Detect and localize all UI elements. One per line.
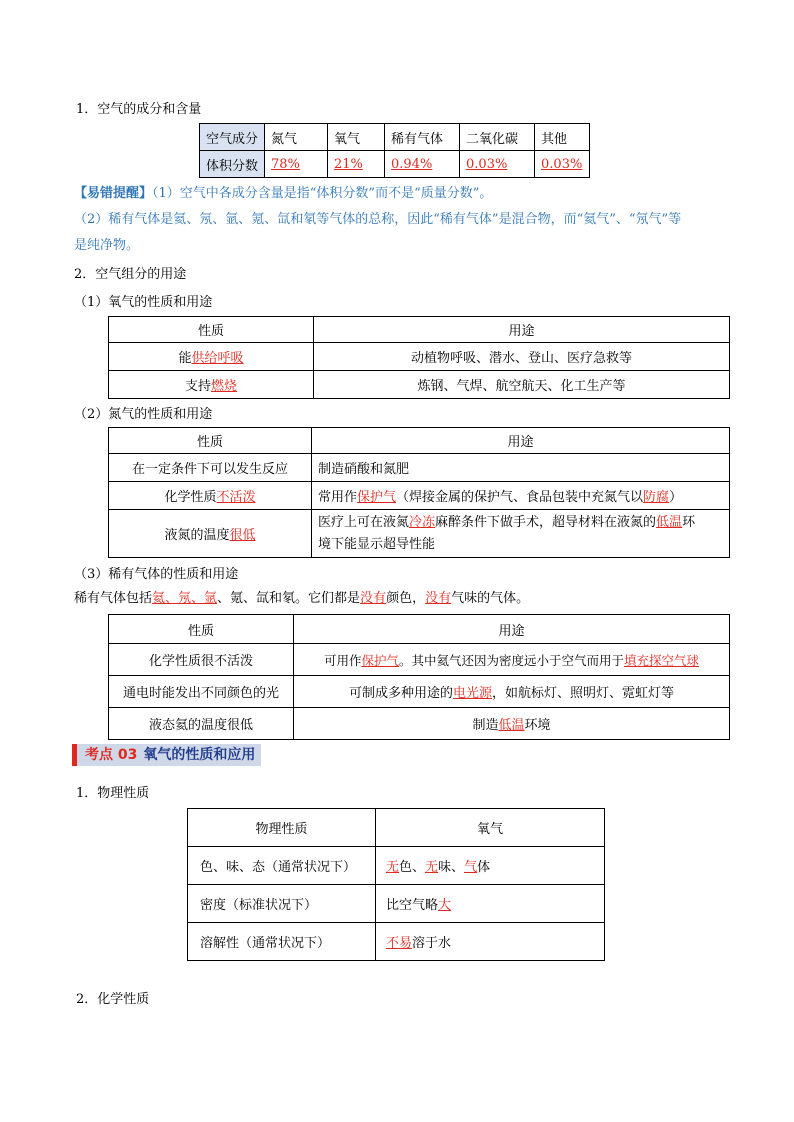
oxygen-subheading: （1）氧气的性质和用途 xyxy=(74,295,213,310)
answer-text: 防腐 xyxy=(643,490,670,505)
answer-text: 0.03% xyxy=(466,156,508,172)
table-cell: 色、味、态（通常状况下） xyxy=(188,847,376,885)
nitrogen-subheading: （2）氮气的性质和用途 xyxy=(74,407,213,422)
table-cell: 医疗上可在液氮冷冻麻醉条件下做手术，超导材料在液氮的低温环 境下能显示超导性能 xyxy=(312,510,730,558)
answer-text: 供给呼吸 xyxy=(191,351,244,366)
answer-text: 21% xyxy=(334,156,363,172)
answer-text: 保护气 xyxy=(361,652,399,668)
answer-text: 气 xyxy=(464,860,478,875)
physical-properties-heading: 1．物理性质 xyxy=(76,786,150,801)
rare-gas-subheading: （3）稀有气体的性质和用途 xyxy=(74,567,239,582)
answer-text: 0.03% xyxy=(541,156,583,172)
table-cell: 不易溶于水 xyxy=(376,923,605,961)
rare-gas-intro: 稀有气体包括氦、氖、氩、氪、氙和氡。它们都是没有颜色，没有气味的气体。 xyxy=(74,591,530,606)
table-cell: 常用作保护气（焊接金属的保护气、食品包装中充氮气以防腐） xyxy=(312,482,730,510)
answer-text: 不易 xyxy=(386,936,413,951)
table-cell: 液态氦的温度很低 xyxy=(109,708,294,740)
answer-text: 填充探空气球 xyxy=(624,652,700,668)
tip-line-3: 是纯净物。 xyxy=(74,238,140,253)
oxygen-uses-table xyxy=(108,316,730,399)
topic-badge-number: 考点 03 xyxy=(85,747,138,763)
table-header: 性质 xyxy=(109,317,314,343)
table-cell xyxy=(328,151,385,178)
table-cell: 稀有气体 xyxy=(385,124,460,151)
table-cell: 体积分数 xyxy=(200,151,265,178)
answer-text: 冷冻 xyxy=(409,514,436,530)
answer-text: 78% xyxy=(271,156,300,172)
table-header: 性质 xyxy=(109,428,312,454)
table-cell: 比空气略大 xyxy=(376,885,605,923)
table-cell: 在一定条件下可以发生反应 xyxy=(109,454,312,482)
answer-text: 氦、氖、氩 xyxy=(152,591,218,606)
answer-text: 燃烧 xyxy=(211,379,238,394)
answer-text: 大 xyxy=(438,898,452,913)
table-cell: 动植物呼吸、潜水、登山、医疗急救等 xyxy=(314,343,730,371)
table-cell: 其他 xyxy=(535,124,590,151)
table-cell xyxy=(535,151,590,178)
answer-text: 电光源 xyxy=(452,686,492,701)
table-cell xyxy=(460,151,535,178)
table-cell: 制造硝酸和氮肥 xyxy=(312,454,730,482)
table-cell: 可用作保护气。其中氦气还因为密度远小于空气而用于填充探空气球 xyxy=(294,644,730,676)
tip-label: 【易错提醒】 xyxy=(74,186,153,201)
section2-heading: 2．空气组分的用途 xyxy=(74,267,187,282)
table-cell: 溶解性（通常状况下） xyxy=(188,923,376,961)
answer-text: 无 xyxy=(425,860,439,875)
table-header: 性质 xyxy=(109,615,294,644)
topic-badge-title: 氧气的性质和应用 xyxy=(143,747,256,763)
answer-text: 低温 xyxy=(656,514,683,530)
answer-text: 0.94% xyxy=(391,156,433,172)
table-cell: 制造低温环境 xyxy=(294,708,730,740)
table-cell xyxy=(265,151,328,178)
table-cell: 液氮的温度很低 xyxy=(109,510,312,558)
answer-text: 无 xyxy=(386,860,400,875)
table-cell: 氮气 xyxy=(265,124,328,151)
tip-line-2: （2）稀有气体是氦、氖、氩、氪、氙和氡等气体的总称，因此“稀有气体”是混合物，而“氦气”、“氖气”等 xyxy=(74,212,682,227)
table-cell: 支持燃烧 xyxy=(109,371,314,399)
table-cell: 化学性质很不活泼 xyxy=(109,644,294,676)
section1-heading: 1．空气的成分和含量 xyxy=(76,102,202,117)
table-header: 氧气 xyxy=(376,809,605,847)
table-cell: 通电时能发出不同颜色的光 xyxy=(109,676,294,708)
answer-text: 没有 xyxy=(360,591,387,606)
chemical-properties-heading: 2．化学性质 xyxy=(76,992,150,1007)
table-header: 用途 xyxy=(294,615,730,644)
table-cell: 空气成分 xyxy=(200,124,265,151)
nitrogen-uses-table xyxy=(108,427,730,558)
table-cell: 能供给呼吸 xyxy=(109,343,314,371)
table-header: 物理性质 xyxy=(188,809,376,847)
table-cell: 化学性质不活泼 xyxy=(109,482,312,510)
table-header: 用途 xyxy=(314,317,730,343)
air-composition-table xyxy=(199,123,590,178)
table-cell: 氧气 xyxy=(328,124,385,151)
oxygen-physical-properties-table xyxy=(187,808,605,961)
answer-text: 不活泼 xyxy=(216,490,256,505)
rare-gas-uses-table xyxy=(108,614,730,740)
table-cell xyxy=(385,151,460,178)
table-cell: 炼钢、气焊、航空航天、化工生产等 xyxy=(314,371,730,399)
answer-text: 没有 xyxy=(425,591,452,606)
tip-line-1 xyxy=(74,182,492,201)
table-cell: 二氧化碳 xyxy=(460,124,535,151)
tip-text: （1）空气中各成分含量是指“体积分数”而不是“质量分数”。 xyxy=(152,186,493,201)
answer-text: 保护气 xyxy=(357,490,397,505)
topic-badge xyxy=(72,744,261,766)
table-cell: 无色、无味、气体 xyxy=(376,847,605,885)
table-cell: 可制成多种用途的电光源，如航标灯、照明灯、霓虹灯等 xyxy=(294,676,730,708)
table-header: 用途 xyxy=(312,428,730,454)
answer-text: 低温 xyxy=(498,718,525,733)
answer-text: 很低 xyxy=(229,528,256,543)
table-cell: 密度（标准状况下） xyxy=(188,885,376,923)
